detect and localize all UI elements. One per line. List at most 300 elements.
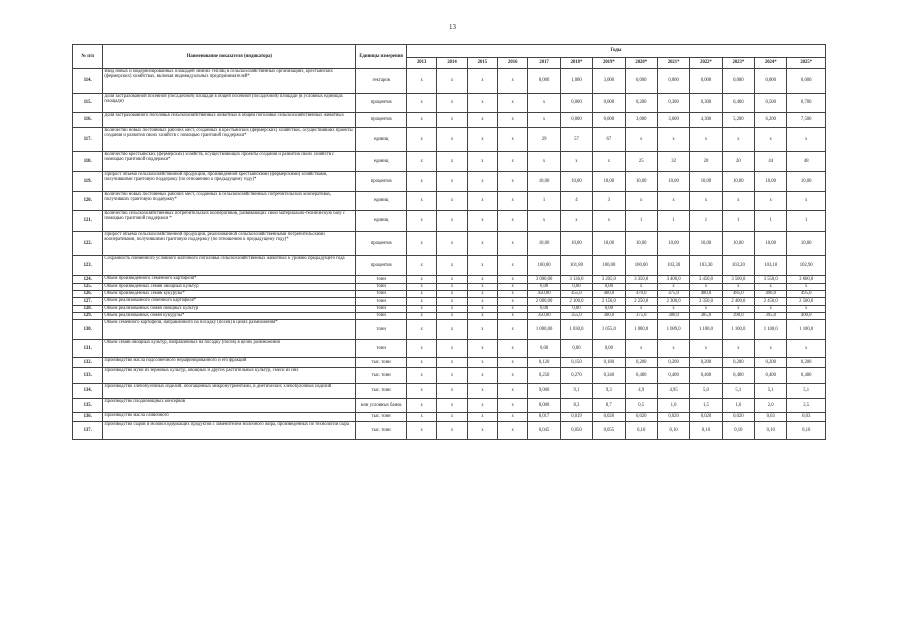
value-cell: х (787, 128, 826, 152)
value-cell: х (437, 232, 467, 256)
value-cell: 0,10 (657, 422, 689, 440)
value-cell: 3,000 (593, 69, 625, 94)
value-cell: х (755, 192, 787, 211)
value-cell: 0,200 (722, 358, 754, 368)
value-cell: 490,0 (755, 291, 787, 298)
value-cell: х (467, 232, 497, 256)
value-cell: 0,200 (625, 94, 657, 113)
row-number: 119. (73, 172, 103, 192)
value-cell: 3 450,0 (690, 276, 722, 284)
value-cell: х (437, 284, 467, 291)
value-cell: 0,000 (560, 113, 592, 128)
value-cell: х (498, 358, 528, 368)
value-cell: 1 000,00 (528, 320, 560, 340)
value-cell: 10,00 (755, 172, 787, 192)
indicator-name: Производство сыров и молокосодержащих продуктов с заменителем молочного жира, произведенных по технологии сыра (103, 422, 356, 440)
value-cell: 8,3 (560, 399, 592, 413)
value-cell: х (560, 211, 592, 232)
indicator-name: Ввод новых и модернизированных площадей зимних теплиц в сельскохозяйственных организациях, крестьянских (фермерских) хозяйствах, включая индивидуальных предпринимателей* (103, 69, 356, 94)
value-cell: 0,020 (657, 413, 689, 422)
value-cell: х (755, 128, 787, 152)
value-cell: х (406, 192, 436, 211)
value-cell: 2 300,0 (657, 298, 689, 306)
value-cell: 10,00 (690, 232, 722, 256)
value-cell: х (498, 422, 528, 440)
value-cell: 0,000 (787, 69, 826, 94)
value-cell: 375,0 (625, 313, 657, 320)
value-cell: 0,000 (593, 113, 625, 128)
value-cell: х (406, 399, 436, 413)
table-row (73, 152, 826, 172)
value-cell: 1,5 (690, 399, 722, 413)
value-cell: х (787, 306, 826, 313)
value-cell: 1,000 (560, 69, 592, 94)
value-cell: 3 550,0 (755, 276, 787, 284)
header-year: 2016 (498, 58, 528, 69)
unit-cell: тонн (356, 276, 407, 284)
value-cell: 2 500,0 (787, 298, 826, 306)
value-cell: х (467, 320, 497, 340)
value-cell: х (437, 113, 467, 128)
value-cell: 10,00 (528, 172, 560, 192)
value-cell: х (467, 413, 497, 422)
value-cell: 0,00 (528, 306, 560, 313)
table-row (73, 368, 826, 384)
value-cell: 10,00 (593, 172, 625, 192)
row-number: 114. (73, 69, 103, 94)
value-cell: 10,00 (528, 232, 560, 256)
value-cell: х (467, 152, 497, 172)
value-cell: 103,30 (657, 256, 689, 276)
value-cell: х (657, 192, 689, 211)
unit-cell: тыс. тонн (356, 413, 407, 422)
indicator-name: Объем произведенного семенного картофеля* (103, 276, 356, 284)
value-cell: 1 100,0 (722, 320, 754, 340)
row-number: 124. (73, 276, 103, 284)
value-cell: 0,150 (560, 358, 592, 368)
value-cell: 0,00 (528, 340, 560, 358)
value-cell: 350,00 (528, 313, 560, 320)
value-cell: х (528, 152, 560, 172)
value-cell: х (437, 94, 467, 113)
header-year: 2022* (690, 58, 722, 69)
value-cell: 8,000 (528, 399, 560, 413)
value-cell: 10,00 (560, 172, 592, 192)
value-cell: 1 (690, 211, 722, 232)
value-cell: 1 (528, 192, 560, 211)
value-cell: х (498, 340, 528, 358)
value-cell: х (498, 291, 528, 298)
value-cell: 0,400 (625, 368, 657, 384)
unit-cell: тыс. тонн (356, 422, 407, 440)
row-number: 137. (73, 422, 103, 440)
value-cell: 29 (528, 128, 560, 152)
table-row (73, 69, 826, 94)
value-cell: 0,00 (593, 340, 625, 358)
value-cell: 0,00 (560, 284, 592, 291)
value-cell: х (467, 113, 497, 128)
value-cell: х (528, 94, 560, 113)
value-cell: 0,270 (560, 368, 592, 384)
value-cell: х (406, 284, 436, 291)
value-cell: 0,400 (657, 368, 689, 384)
value-cell: 1 100,0 (690, 320, 722, 340)
table-row (73, 291, 826, 298)
value-cell: х (498, 192, 528, 211)
header-year: 2019* (593, 58, 625, 69)
value-cell: х (755, 306, 787, 313)
value-cell: 20 (722, 152, 754, 172)
value-cell: 0,340 (593, 368, 625, 384)
value-cell: 360,0 (593, 313, 625, 320)
row-number: 129. (73, 313, 103, 320)
value-cell: 4,300 (690, 113, 722, 128)
indicator-name: Количество сельскохозяйственных потребительских кооперативов, развивающих свою материально-техническую базу с помощью грантовой поддержки * (103, 211, 356, 232)
value-cell: 1 100,0 (755, 320, 787, 340)
value-cell: х (625, 128, 657, 152)
header-year: 2021* (657, 58, 689, 69)
value-cell: 10,00 (625, 172, 657, 192)
row-number: 133. (73, 368, 103, 384)
value-cell: 0,400 (690, 368, 722, 384)
value-cell: 1,0 (657, 399, 689, 413)
value-cell: х (787, 340, 826, 358)
value-cell: х (467, 422, 497, 440)
header-year: 2015 (467, 58, 497, 69)
value-cell: 100,00 (528, 256, 560, 276)
value-cell: х (467, 384, 497, 399)
value-cell: 10,00 (560, 232, 592, 256)
value-cell: 1 (722, 211, 754, 232)
indicator-name: Производство масла подсолнечного нерафинированного и его фракций (103, 358, 356, 368)
value-cell: 1 089,0 (657, 320, 689, 340)
value-cell: х (467, 340, 497, 358)
table-row (73, 113, 826, 128)
value-cell: 0,400 (755, 368, 787, 384)
value-cell: 0,000 (593, 94, 625, 113)
row-number: 127. (73, 298, 103, 306)
value-cell: х (437, 368, 467, 384)
value-cell: х (406, 368, 436, 384)
header-name: Наименование показателя (индикатора) (103, 45, 356, 69)
table-row (73, 399, 826, 413)
value-cell: 0,017 (528, 413, 560, 422)
indicator-name: Объем произведенных семян кукурузы* (103, 291, 356, 298)
unit-cell: единиц (356, 152, 407, 172)
value-cell: 3 (593, 192, 625, 211)
value-cell: х (437, 320, 467, 340)
value-cell: х (406, 340, 436, 358)
value-cell: 3 000,00 (528, 276, 560, 284)
value-cell: х (437, 422, 467, 440)
row-number: 116. (73, 113, 103, 128)
value-cell: 2 100,0 (560, 298, 592, 306)
value-cell: х (467, 94, 497, 113)
indicator-name: Объем семян овощных культур, направленных на посадку (посев) в целях размножения (103, 340, 356, 358)
value-cell: х (406, 276, 436, 284)
value-cell: 1 (657, 211, 689, 232)
value-cell: х (467, 192, 497, 211)
row-number: 120. (73, 192, 103, 211)
value-cell: 0,200 (625, 358, 657, 368)
value-cell: 0,000 (722, 69, 754, 94)
value-cell: х (406, 172, 436, 192)
value-cell: 455,0 (560, 291, 592, 298)
value-cell: 3 600,0 (787, 276, 826, 284)
value-cell: 100,00 (593, 256, 625, 276)
value-cell: х (498, 113, 528, 128)
value-cell: х (437, 128, 467, 152)
value-cell: х (690, 306, 722, 313)
value-cell: х (467, 172, 497, 192)
row-number: 126. (73, 291, 103, 298)
value-cell: х (657, 340, 689, 358)
header-year: 2014 (437, 58, 467, 69)
value-cell: х (498, 320, 528, 340)
value-cell: 3 400,0 (657, 276, 689, 284)
table-body (73, 69, 826, 440)
value-cell: х (498, 413, 528, 422)
value-cell: 0,000 (755, 69, 787, 94)
row-number: 115. (73, 94, 103, 113)
value-cell: 0,020 (722, 413, 754, 422)
row-number: 122. (73, 232, 103, 256)
indicator-name: Производство хлебобулочных изделий, обогащенных микронутриентами, и диетических хлебобулочных изделий (103, 384, 356, 399)
value-cell: 9,000 (528, 384, 560, 399)
value-cell: 0,00 (528, 284, 560, 291)
value-cell: х (406, 422, 436, 440)
value-cell: 0,019 (560, 413, 592, 422)
value-cell: х (498, 298, 528, 306)
value-cell: х (467, 291, 497, 298)
value-cell: х (498, 256, 528, 276)
unit-cell: процентов (356, 172, 407, 192)
value-cell: х (498, 384, 528, 399)
value-cell: 10,00 (625, 232, 657, 256)
value-cell: 0,000 (657, 69, 689, 94)
value-cell: 390,0 (722, 313, 754, 320)
indicator-name: Количество крестьянских (фермерских) хозяйств, осуществляющих проекты создания и развития своих хозяйств с помощью грантовой поддержки* (103, 152, 356, 172)
value-cell: 67 (593, 128, 625, 152)
value-cell: х (437, 172, 467, 192)
value-cell: х (406, 113, 436, 128)
value-cell: 3 500,0 (722, 276, 754, 284)
indicator-name: Производство плодоовощных консервов (103, 399, 356, 413)
value-cell: х (690, 340, 722, 358)
value-cell: 0,300 (690, 94, 722, 113)
value-cell: 0,700 (787, 94, 826, 113)
value-cell: 0,020 (625, 413, 657, 422)
value-cell: х (593, 152, 625, 172)
value-cell: х (722, 340, 754, 358)
value-cell: 5,200 (722, 113, 754, 128)
value-cell: х (437, 384, 467, 399)
value-cell: х (690, 192, 722, 211)
indicator-name: Объем семенного картофеля, направленного на посадку (посев) в целях размножения* (103, 320, 356, 340)
row-number: 117. (73, 128, 103, 152)
value-cell: х (437, 358, 467, 368)
value-cell: 32 (657, 152, 689, 172)
row-number: 131. (73, 340, 103, 358)
header-unit: Единицы измерения (356, 45, 407, 69)
value-cell: х (406, 128, 436, 152)
value-cell: х (498, 399, 528, 413)
value-cell: х (722, 192, 754, 211)
value-cell: х (437, 192, 467, 211)
header-year: 2018* (560, 58, 592, 69)
table-row (73, 211, 826, 232)
value-cell: х (657, 284, 689, 291)
value-cell: х (467, 211, 497, 232)
indicator-name: Производство масла сливочного (103, 413, 356, 422)
value-cell: х (722, 128, 754, 152)
value-cell: х (625, 192, 657, 211)
value-cell: 1,6 (722, 399, 754, 413)
value-cell: х (560, 152, 592, 172)
value-cell: х (406, 152, 436, 172)
table-row (73, 384, 826, 399)
value-cell: 103,10 (755, 256, 787, 276)
value-cell: 0,00 (560, 306, 592, 313)
value-cell: х (406, 306, 436, 313)
value-cell: 1 080,0 (625, 320, 657, 340)
table-row (73, 306, 826, 313)
value-cell: 0,020 (593, 413, 625, 422)
value-cell: х (406, 69, 436, 94)
value-cell: х (787, 284, 826, 291)
header-year: 2023* (722, 58, 754, 69)
table-row (73, 276, 826, 284)
value-cell: х (467, 313, 497, 320)
value-cell: 0,500 (755, 94, 787, 113)
value-cell: 10,00 (657, 232, 689, 256)
value-cell: х (406, 94, 436, 113)
value-cell: х (437, 276, 467, 284)
value-cell: 470,0 (625, 291, 657, 298)
value-cell: 0,200 (690, 358, 722, 368)
value-cell: 0,10 (787, 422, 826, 440)
header-year: 2024* (755, 58, 787, 69)
row-number: 125. (73, 284, 103, 291)
value-cell: 475,0 (657, 291, 689, 298)
indicator-name: Прирост объема сельскохозяйственной продукции, реализованной сельскохозяйственными потребительскими кооперативами, получившими грантовую поддержку (по отношению к предыдущему году)* (103, 232, 356, 256)
table-row (73, 413, 826, 422)
value-cell: 5,1 (722, 384, 754, 399)
value-cell: х (722, 306, 754, 313)
table-row (73, 298, 826, 306)
value-cell: х (498, 232, 528, 256)
value-cell: х (467, 276, 497, 284)
value-cell: 460,0 (593, 291, 625, 298)
value-cell: 10,00 (690, 172, 722, 192)
value-cell: х (625, 340, 657, 358)
value-cell: 3 136,0 (560, 276, 592, 284)
row-number: 136. (73, 413, 103, 422)
value-cell: 0,000 (528, 69, 560, 94)
value-cell: 0,050 (560, 422, 592, 440)
value-cell: 480,0 (690, 291, 722, 298)
value-cell: х (467, 298, 497, 306)
value-cell: х (657, 128, 689, 152)
unit-cell: тонн (356, 291, 407, 298)
value-cell: х (467, 128, 497, 152)
value-cell: х (498, 313, 528, 320)
table-row (73, 422, 826, 440)
value-cell: 0,400 (787, 368, 826, 384)
value-cell: х (593, 211, 625, 232)
value-cell: 10,00 (787, 172, 826, 192)
value-cell: х (467, 284, 497, 291)
value-cell: х (406, 298, 436, 306)
table-row (73, 172, 826, 192)
value-cell: 1 100,0 (787, 320, 826, 340)
unit-cell: тыс. тонн (356, 368, 407, 384)
value-cell: 48 (787, 152, 826, 172)
value-cell: 101,80 (560, 256, 592, 276)
value-cell: 100,00 (625, 256, 657, 276)
unit-cell: процентов (356, 113, 407, 128)
value-cell: 1 030,0 (560, 320, 592, 340)
value-cell: 0,00 (593, 306, 625, 313)
value-cell: 0,10 (755, 422, 787, 440)
value-cell: 3,000 (625, 113, 657, 128)
unit-cell: тонн (356, 306, 407, 313)
value-cell: х (437, 291, 467, 298)
value-cell: 0,00 (560, 340, 592, 358)
value-cell: х (406, 211, 436, 232)
value-cell: 0,045 (528, 422, 560, 440)
value-cell: х (437, 313, 467, 320)
value-cell: 3,600 (657, 113, 689, 128)
value-cell: 3 350,0 (625, 276, 657, 284)
value-cell: 495,0 (787, 291, 826, 298)
value-cell: 0,00 (593, 284, 625, 291)
row-number: 130. (73, 320, 103, 340)
value-cell: 5,0 (690, 384, 722, 399)
value-cell: 57 (560, 128, 592, 152)
row-number: 121. (73, 211, 103, 232)
value-cell: х (498, 172, 528, 192)
value-cell: х (437, 256, 467, 276)
value-cell: 0,200 (787, 358, 826, 368)
value-cell: х (722, 284, 754, 291)
header-num: № п/п (73, 45, 103, 69)
value-cell: 0,03 (755, 413, 787, 422)
value-cell: х (406, 358, 436, 368)
row-number: 132. (73, 358, 103, 368)
table-row (73, 94, 826, 113)
value-cell: х (498, 306, 528, 313)
value-cell: 0,200 (657, 358, 689, 368)
unit-cell: тыс. тонн (356, 384, 407, 399)
value-cell: х (437, 152, 467, 172)
value-cell: х (657, 306, 689, 313)
value-cell: х (498, 69, 528, 94)
value-cell: х (467, 399, 497, 413)
value-cell: 25 (625, 152, 657, 172)
indicator-name: Количество новых постоянных рабочих мест, созданных в крестьянских (фермерских) хозяйствах, осуществивших проекты создания и развития своих хозяйств с помощью грантовой поддержки* (103, 128, 356, 152)
value-cell: 1 (755, 211, 787, 232)
value-cell: 395,0 (755, 313, 787, 320)
value-cell: 450,00 (528, 291, 560, 298)
unit-cell: тонн (356, 340, 407, 358)
unit-cell: тонн (356, 320, 407, 340)
unit-cell: процентов (356, 232, 407, 256)
table-row (73, 320, 826, 340)
value-cell: х (437, 399, 467, 413)
unit-cell: тыс. тонн (356, 358, 407, 368)
value-cell: х (406, 313, 436, 320)
